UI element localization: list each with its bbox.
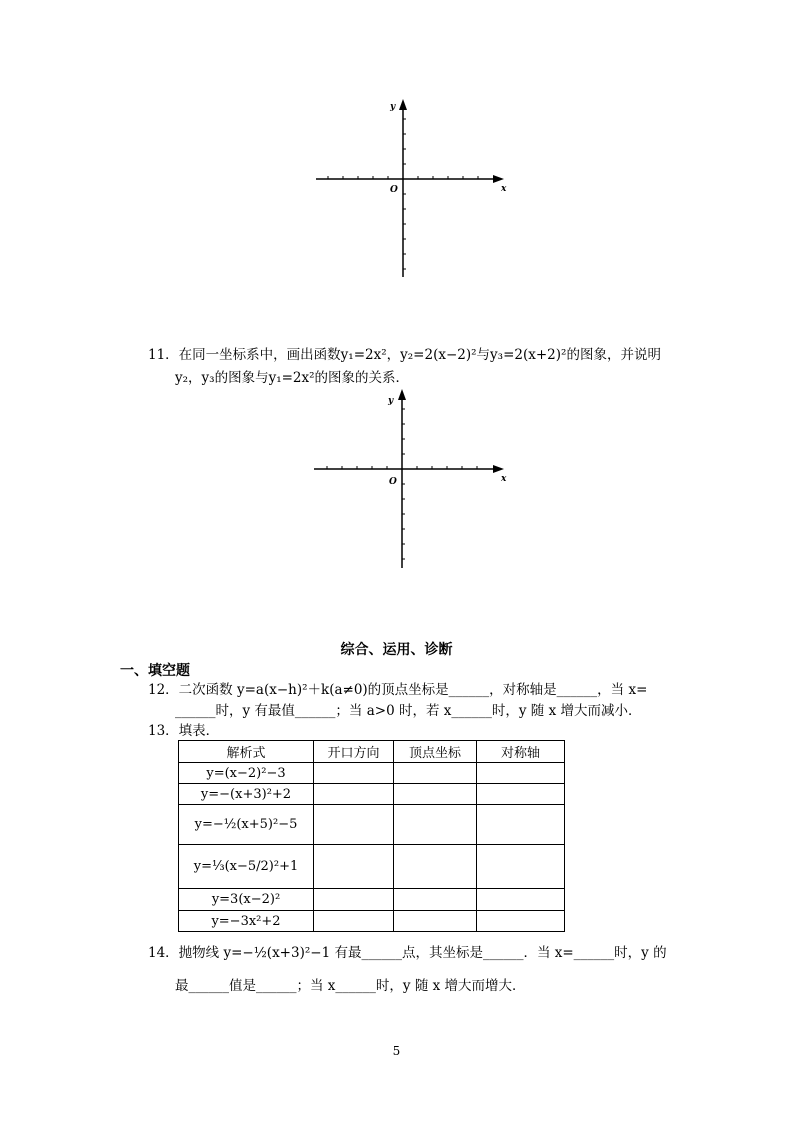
- question-11-line-1: 11．在同一坐标系中，画出函数y₁=2x²，y₂=2(x−2)²与y₃=2(x+2)²的图象，并说明: [148, 347, 661, 363]
- blank-cell[interactable]: [477, 784, 565, 805]
- question-11-line-2: y₂，y₃的图象与y₁=2x²的图象的关系．: [175, 370, 410, 386]
- blank-cell[interactable]: [314, 805, 394, 845]
- table-header: 对称轴: [477, 741, 565, 763]
- origin-label: O: [390, 185, 398, 195]
- blank-cell[interactable]: [394, 889, 477, 911]
- blank-cell[interactable]: [314, 845, 394, 889]
- part-title: 一、填空题: [120, 663, 190, 679]
- question-12-line-1: 12．二次函数 y=a(x−h)²＋k(a≠0)的顶点坐标是______，对称轴是______，当 x=: [148, 682, 648, 698]
- blank-cell[interactable]: [314, 911, 394, 932]
- section-title: 综合、运用、诊断: [340, 642, 453, 658]
- fill-in-table: [178, 740, 565, 932]
- blank-cell[interactable]: [394, 911, 477, 932]
- blank-cell[interactable]: [314, 763, 394, 784]
- table-header: 顶点坐标: [394, 741, 477, 763]
- table-row: [179, 784, 565, 805]
- table-row: [179, 889, 565, 911]
- blank-cell[interactable]: [394, 763, 477, 784]
- page-number: 5: [392, 1044, 401, 1058]
- blank-cell[interactable]: [477, 763, 565, 784]
- formula-cell: y=⅓(x−5/2)²+1: [179, 845, 314, 889]
- x-axis-label: x: [501, 184, 507, 194]
- blank-cell[interactable]: [314, 784, 394, 805]
- formula-cell: y=(x−2)²−3: [179, 763, 314, 784]
- blank-cell[interactable]: [394, 845, 477, 889]
- formula-cell: y=−3x²+2: [179, 911, 314, 932]
- blank-cell[interactable]: [477, 845, 565, 889]
- table-header-row: [179, 741, 565, 763]
- table-row: [179, 763, 565, 784]
- blank-cell[interactable]: [477, 805, 565, 845]
- question-13-label: 13．填表．: [148, 723, 220, 739]
- blank-cell[interactable]: [394, 805, 477, 845]
- y-axis-label: y: [390, 102, 396, 112]
- blank-cell[interactable]: [477, 911, 565, 932]
- y-axis-label: y: [388, 396, 394, 406]
- blank-cell[interactable]: [314, 889, 394, 911]
- question-14-line-1: 14．抛物线 y=−½(x+3)²−1 有最______点，其坐标是______．当 x=______时，y 的: [148, 945, 667, 961]
- table-row: [179, 845, 565, 889]
- table-row: [179, 911, 565, 932]
- blank-cell[interactable]: [477, 889, 565, 911]
- table-header: 解析式: [179, 741, 314, 763]
- origin-label: O: [389, 477, 397, 487]
- x-axis-label: x: [501, 474, 507, 484]
- formula-cell: y=−½(x+5)²−5: [179, 805, 314, 845]
- coordinate-axes-1: [310, 95, 510, 285]
- coordinate-axes-2: [310, 385, 510, 575]
- table-row: [179, 805, 565, 845]
- question-14-line-2: 最______值是______；当 x______时，y 随 x 增大而增大．: [175, 978, 526, 994]
- formula-cell: y=3(x−2)²: [179, 889, 314, 911]
- table-header: 开口方向: [314, 741, 394, 763]
- blank-cell[interactable]: [394, 784, 477, 805]
- question-12-line-2: ______时，y 有最值______；当 a>0 时，若 x______时，y 随 x 增大而减小．: [175, 703, 642, 719]
- formula-cell: y=−(x+3)²+2: [179, 784, 314, 805]
